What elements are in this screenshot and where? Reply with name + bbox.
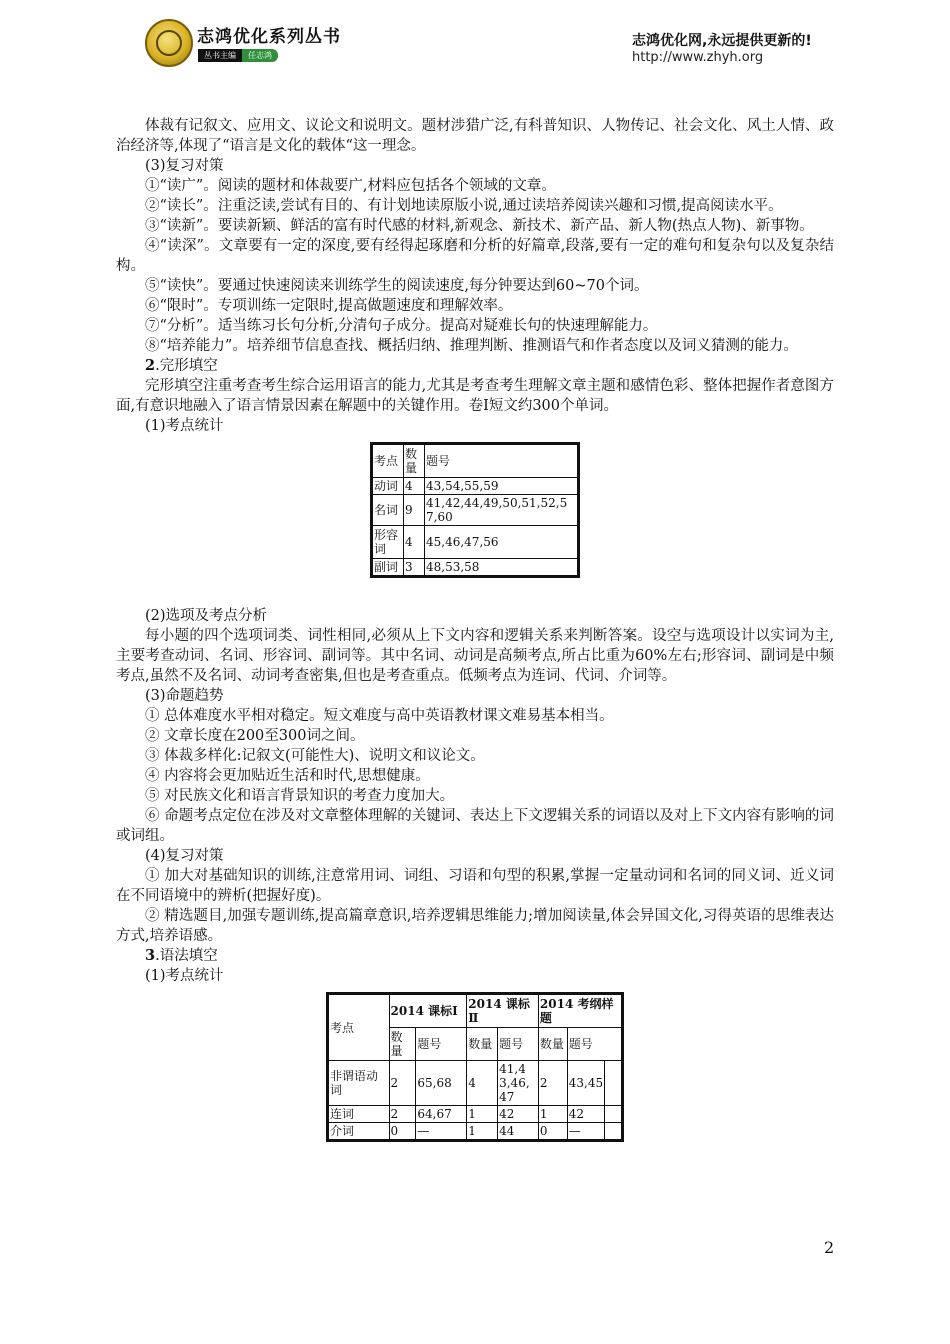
page-number: 2: [824, 1238, 835, 1257]
table-header-cell: 数量: [389, 1028, 416, 1061]
table-group-header: 2014 课标Ⅰ: [389, 994, 467, 1028]
table-cell: 43,54,55,59: [425, 478, 579, 495]
site-url[interactable]: http://www.zhyh.org: [632, 50, 764, 65]
table-cell: 0: [538, 1123, 567, 1141]
table-cell: 2: [538, 1061, 567, 1106]
table-header-cell: 题号: [567, 1028, 622, 1061]
subheading: (3)命题趋势: [145, 688, 224, 704]
paragraph: ⑦“分析”。适当练习长句分析,分清句子成分。提高对疑难长句的快速理解能力。: [145, 318, 658, 334]
table-cell: 48,53,58: [425, 559, 579, 577]
table-header-cell: 数量: [467, 1028, 498, 1061]
table-cell: 42: [567, 1106, 604, 1123]
paragraph: ④“读深”。文章要有一定的深度,要有经得起琢磨和分析的好篇章,段落,要有一定的难句和复杂句以及复杂结构。: [116, 238, 834, 274]
table-cell: 3: [404, 559, 425, 577]
table-cell: 4: [467, 1061, 498, 1106]
table-header-row: [328, 994, 623, 1028]
paragraph: ③ 体裁多样化:记叙文(可能性大)、说明文和议论文。: [145, 748, 485, 764]
table-cell: 连词: [328, 1106, 390, 1123]
paragraph: ② 文章长度在200至300词之间。: [145, 728, 365, 744]
table-row: [372, 559, 579, 577]
table-row: [372, 495, 579, 526]
paragraph: ⑥ 命题考点定位在涉及对文章整体理解的关键词、表达上下文逻辑关系的词语以及对上下文内容有影响的词或词组。: [116, 808, 834, 844]
editor-label: 丛书主编: [198, 49, 242, 62]
table-cell: 45,46,47,56: [425, 526, 579, 559]
table-cell: 2: [389, 1061, 416, 1106]
table-cell: 非谓语动词: [328, 1061, 390, 1106]
table-header-cell: 题号: [425, 444, 579, 478]
paragraph: ⑤“读快”。要通过快速阅读来训练学生的阅读速度,每分钟要达到60~70个词。: [145, 278, 649, 294]
table-cell: [605, 1123, 623, 1141]
table-header-cell: 考点: [328, 994, 390, 1061]
page-content: [116, 116, 834, 1142]
table-cell: 9: [404, 495, 425, 526]
site-slogan: 志鸿优化网,永远提供更新的!: [632, 33, 812, 49]
paragraph: (3)复习对策: [145, 158, 224, 174]
table-row: [328, 1123, 623, 1141]
table-cell: 0: [389, 1123, 416, 1141]
editor-line: [198, 48, 278, 62]
paragraph: 体裁有记叙文、应用文、议论文和说明文。题材涉猎广泛,有科普知识、人物传记、社会文化、风土人情、政治经济等,体现了“语言是文化的载体“这一理念。: [116, 118, 834, 154]
table-group-header: 2014 考纲样题: [538, 994, 622, 1028]
table-cell: 43,45: [567, 1061, 604, 1106]
table-group-header: 2014 课标Ⅱ: [467, 994, 539, 1028]
table-header-cell: 考点: [372, 444, 404, 478]
table-header-cell: 题号: [498, 1028, 539, 1061]
table-cell: 名词: [372, 495, 404, 526]
table-cell: 动词: [372, 478, 404, 495]
table-row: [372, 478, 579, 495]
grammar-stats-table: [326, 992, 624, 1142]
paragraph: 完形填空注重考查考生综合运用语言的能力,尤其是考查考生理解文章主题和感情色彩、整体把握作者意图方面,有意识地融入了语言情景因素在解题中的关键作用。卷Ⅰ短文约300个单词。: [116, 378, 834, 414]
table-header-row: [372, 444, 579, 478]
table-cell: 1: [467, 1106, 498, 1123]
table-cell: [605, 1061, 623, 1106]
table-cell: 4: [404, 526, 425, 559]
table-cell: 1: [467, 1123, 498, 1141]
table-row: [328, 1061, 623, 1106]
paragraph: 每小题的四个选项词类、词性相同,必须从上下文内容和逻辑关系来判断答案。设空与选项设计以实词为主,主要考查动词、名词、形容词、副词等。其中名词、动词是高频考点,所占比重为60%左右;形容词、副词是中频考点,虽然不及名词、动词考查密集,但也是考查重点。低频考点为连词、代词、介词等。: [116, 628, 834, 684]
paragraph: ⑤ 对民族文化和语言背景知识的考查力度加大。: [145, 788, 455, 804]
editor-name: 任志鸿: [242, 49, 278, 62]
table-cell: 1: [538, 1106, 567, 1123]
cloze-stats-table: [370, 442, 580, 578]
table-header-cell: 数量: [538, 1028, 567, 1061]
paragraph: ① 加大对基础知识的训练,注意常用词、词组、习语和句型的积累,掌握一定量动词和名词的同义词、近义词在不同语境中的辨析(把握好度)。: [116, 868, 834, 904]
paragraph: ①“读广”。阅读的题材和体裁要广,材料应包括各个领域的文章。: [145, 178, 556, 194]
subheading: (1)考点统计: [145, 968, 224, 984]
table-row: [372, 526, 579, 559]
table-cell: 64,67: [416, 1106, 467, 1123]
table-cell: 41,43,46,47: [498, 1061, 539, 1106]
subheading: (2)选项及考点分析: [145, 608, 268, 624]
table-cell: 形容词: [372, 526, 404, 559]
publisher-logo: [145, 19, 193, 67]
paragraph: ④ 内容将会更加贴近生活和时代,思想健康。: [145, 768, 430, 784]
table-cell: 42: [498, 1106, 539, 1123]
table-cell: —: [567, 1123, 604, 1141]
table-cell: 介词: [328, 1123, 390, 1141]
paragraph: ② 精选题目,加强专题训练,提高篇章意识,培养逻辑思维能力;增加阅读量,体会异国文化,习得英语的思维表达方式,培养语感。: [116, 908, 834, 944]
subheading: (1)考点统计: [145, 418, 224, 434]
table-cell: 41,42,44,49,50,51,52,57,60: [425, 495, 579, 526]
table-cell: 4: [404, 478, 425, 495]
paragraph: ③“读新”。要读新颖、鲜活的富有时代感的材料,新观念、新技术、新产品、新人物(热点人物)、新事物。: [145, 218, 814, 234]
section-heading: 3.语法填空: [145, 947, 218, 964]
table-cell: —: [416, 1123, 467, 1141]
table-cell: 副词: [372, 559, 404, 577]
table-cell: 2: [389, 1106, 416, 1123]
series-title: 志鸿优化系列丛书: [197, 27, 341, 47]
paragraph: ① 总体难度水平相对稳定。短文难度与高中英语教材课文难易基本相当。: [145, 708, 614, 724]
section-heading: 2.完形填空: [145, 357, 218, 374]
paragraph: ⑥“限时”。专项训练一定限时,提高做题速度和理解效率。: [145, 298, 513, 314]
page-header: [0, 0, 950, 80]
subheading: (4)复习对策: [145, 848, 224, 864]
table-header-cell: 题号: [416, 1028, 467, 1061]
table-row: [328, 1106, 623, 1123]
paragraph: ②“读长”。注重泛读,尝试有目的、有计划地读原版小说,通过读培养阅读兴趣和习惯,提高阅读水平。: [145, 198, 783, 214]
table-cell: 44: [498, 1123, 539, 1141]
table-cell: [605, 1106, 623, 1123]
table-cell: 65,68: [416, 1061, 467, 1106]
table-header-cell: 数量: [404, 444, 425, 478]
paragraph: ⑧“培养能力”。培养细节信息查找、概括归纳、推理判断、推测语气和作者态度以及词义猜测的能力。: [145, 338, 798, 354]
